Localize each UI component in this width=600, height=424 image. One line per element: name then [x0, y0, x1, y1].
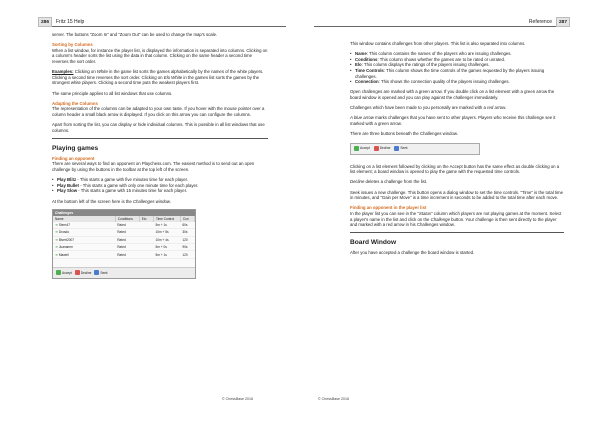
- left-page-content: [52, 32, 268, 283]
- list-item: • Name: This column contains the names of the players who are issuing challenges.: [350, 51, 512, 57]
- seek-button[interactable]: [394, 146, 407, 152]
- row-connection: 120: [180, 236, 194, 243]
- examples-elo-white: Elo White: [163, 74, 183, 80]
- row-elo: [139, 229, 153, 236]
- row-name: Stern47: [58, 223, 70, 227]
- blue-arrow-paragraph: [350, 115, 564, 126]
- accept-label: Accept: [360, 145, 370, 150]
- accept-icon: [354, 146, 359, 151]
- seek-button[interactable]: [94, 270, 107, 275]
- red-arrow-term: red arrow: [487, 105, 506, 111]
- column-item-label: Name: [355, 51, 367, 57]
- bottom-left-period: .: [170, 198, 172, 204]
- table-row[interactable]: [53, 229, 195, 236]
- table-row[interactable]: [53, 222, 195, 229]
- column-header-name[interactable]: Name: [53, 216, 115, 222]
- left-running-title: Fritz 15 Help: [52, 17, 286, 27]
- challenges-toolbar: [53, 267, 195, 278]
- challenges-window-screenshot: [52, 209, 196, 279]
- row-elo: [139, 222, 153, 229]
- green-arrow-icon: ➜: [55, 223, 58, 227]
- player-list-heading: Finding an opponent in the player list: [350, 205, 427, 211]
- row-time: 10m + 5s: [153, 229, 180, 236]
- player-list-paragraph: [350, 211, 564, 228]
- seek-label: Seek: [400, 145, 408, 150]
- decline-paragraph: [350, 179, 564, 185]
- red-arrow-paragraph: [350, 105, 564, 111]
- row-elo: [139, 236, 153, 243]
- sorting-heading: Sorting by Columns: [52, 42, 93, 48]
- list-item: • Play Slow - This starts a game with 15 minutes time for each player.: [52, 188, 188, 194]
- list-item: • Elo: This column displays the ratings of the players issuing challenges.: [350, 62, 490, 68]
- decline-label: Decline: [379, 145, 391, 150]
- accept-button[interactable]: [56, 270, 72, 275]
- row-name: Mawell: [58, 252, 69, 257]
- column-item-label: Conditions: [355, 56, 378, 62]
- red-arrow-period: .: [505, 105, 507, 111]
- list-item: • Conditions: This column shows whether the games are to be rated or unrated.: [350, 56, 506, 62]
- challenges-table: [53, 216, 195, 259]
- player-list-text-3: button. Your challenge is then sent directly to the player and marked with a red arrow in his Challenges window.: [350, 216, 557, 228]
- red-arrow-text: Challenges which have been made to you personally are marked with a: [350, 105, 488, 111]
- finding-opponent-text: There are several ways to find an opponent on Playchess.com. The easiest method is to send out an open challenge by using the buttons in the toolbar at the top left of the screen.: [52, 161, 255, 173]
- challenge-buttons-strip: [350, 143, 480, 155]
- intro-text: server. The buttons "Zoom In" and "Zoom Out" can be used to change the map's scale.: [52, 32, 218, 37]
- row-time: 5m + 1s: [153, 251, 180, 258]
- column-item-text: : This column shows the time controls of the games requested by the players issuing challenges.: [355, 67, 545, 79]
- green-arrow-icon: ➜: [55, 252, 58, 257]
- examples-part-1: Clicking on: [73, 69, 97, 75]
- finding-opponent-heading: Finding an opponent: [52, 155, 95, 161]
- bullet-text: - This starts a game with five minutes time for each player.: [76, 177, 189, 183]
- bottom-left-text: At the bottom left of the screen here is the: [52, 198, 133, 204]
- seek-text: Seek issues a new challenge. This button opens a dialog window to set the time controls. "Time" is the total time in minutes, and "Gain per Move" is a time increment in seconds to be added to the total time after each move.: [350, 189, 563, 201]
- seek-icon: [94, 270, 99, 275]
- right-page-header: [314, 17, 570, 27]
- list-item: • Play Bullet - This starts a game with only one minute time for each player.: [52, 182, 199, 188]
- row-conditions: Rated: [115, 251, 139, 258]
- list-item: • Connection: This shows the connection quality of the players issuing challenges.: [350, 79, 510, 85]
- table-empty-area: [53, 259, 195, 267]
- seek-icon: [394, 146, 399, 151]
- decline-text: deletes a challenge from the list.: [364, 179, 428, 185]
- seek-label: Seek: [100, 270, 108, 275]
- accept-text: Clicking on a list element followed by clicking on the Accept button has the same effect as double clicking on a list element; a board window is opened to play the game with the requested time controls.: [350, 163, 560, 175]
- section-divider: [52, 138, 268, 139]
- decline-button[interactable]: [374, 146, 391, 152]
- left-page-header: [38, 17, 286, 27]
- row-elo: [139, 251, 153, 258]
- column-header-elo[interactable]: Elo: [139, 216, 153, 222]
- challenge-term: Challenge: [430, 216, 450, 222]
- bullet-label: Play Blitz: [57, 177, 77, 183]
- row-connection: 90s: [180, 243, 194, 250]
- section-divider: [350, 232, 564, 233]
- right-page: [300, 0, 600, 424]
- green-arrow-icon: ➜: [55, 245, 58, 250]
- column-item-label: Elo: [355, 62, 362, 68]
- left-footer: © ChessBase 2016: [222, 397, 254, 401]
- left-page-number: 286: [38, 17, 52, 27]
- sorting-text: When a list window, for instance the player list, is displayed the information is separated into columns. Clicking on a column's header sorts the list using the data in that column. Clicking on the same header a second time reverses the sort order.: [52, 47, 268, 64]
- board-window-text: After you have accepted a challenge the board window is started.: [350, 250, 475, 256]
- table-row[interactable]: [53, 251, 195, 258]
- accept-label: Accept: [62, 270, 72, 275]
- blue-arrow-term: A blue arrow: [350, 115, 374, 121]
- row-time: 5m + 1s: [153, 222, 180, 229]
- examples-label: Examples:: [52, 69, 74, 75]
- right-page-content: [350, 41, 564, 261]
- row-time: 10m + 4s: [153, 236, 180, 243]
- column-item-text: : This column shows whether the games are to be rated or unrated.: [377, 56, 506, 62]
- right-intro-text: This window contains challenges from other players. This list is also separated into columns.: [350, 41, 526, 46]
- green-arrow-icon: ➜: [55, 230, 58, 235]
- player-list-text-1: In the player list you can see in the ": [350, 211, 419, 217]
- row-conditions: Rated: [115, 229, 139, 236]
- decline-icon: [374, 146, 379, 151]
- column-item-text: : This column displays the ratings of the players issuing challenges.: [361, 62, 490, 68]
- bullet-label: Play Bullet: [57, 182, 79, 188]
- accept-button[interactable]: [354, 146, 370, 152]
- right-page-number: 287: [556, 17, 570, 27]
- bullet-text: - This starts a game with only one minute time for each player.: [78, 182, 199, 188]
- challenges-window-term: Challenges window: [132, 198, 171, 204]
- row-connection: 30s: [180, 229, 194, 236]
- row-connection: 120: [180, 251, 194, 258]
- decline-label: Decline: [80, 270, 92, 275]
- examples-part-3: in the games list sorts the games by the strongest white players. Clicking a second time puts the weakest players first.: [52, 74, 260, 86]
- list-item: • Time Controls: This column shows the time controls of the games requested by the players issuing challenges.: [350, 67, 545, 79]
- board-window-heading: Board Window: [350, 239, 397, 247]
- apart-text: Apart from sorting the list, you can display or hide individual columns. This is possible in all list windows that use columns.: [52, 122, 265, 133]
- column-item-text: : This shows the connection quality of the players issuing challenges.: [378, 79, 510, 85]
- player-list-text-2: " column which players are not playing games at the moment. Select a player's name in the list and click on the: [350, 211, 562, 222]
- row-conditions: Rated: [115, 236, 139, 243]
- row-name: Juanamm: [58, 245, 73, 250]
- three-buttons-text: There are three buttons beneath the Challenges window.: [350, 131, 458, 137]
- decline-button[interactable]: [75, 270, 92, 275]
- adapting-text: The representation of the columns can be adapted to your own taste. If you hover with the mouse pointer over a column header a small black arrow is displayed. If you click on this arrow you can configure the columns.: [52, 106, 265, 117]
- columns-list: [350, 51, 564, 85]
- decline-term: Decline: [350, 179, 365, 185]
- right-running-title: Reference: [314, 17, 556, 27]
- row-name: Drosdo: [58, 230, 70, 235]
- status-term: Status: [418, 211, 432, 217]
- bullet-label: Play Slow: [57, 188, 78, 194]
- row-name: Bivert2007: [58, 237, 75, 242]
- list-item: • Play Blitz - This starts a game with five minutes time for each player.: [52, 177, 189, 183]
- row-connection: 60s: [180, 222, 194, 229]
- table-row[interactable]: [53, 243, 195, 250]
- same-principle-text: The same principle applies to all list windows that use columns.: [52, 90, 173, 96]
- green-arrow-text: Open challenges are marked with a green arrow. If you double click on a list element with a green arrow the board window is opened and you can play against the challenger immediately.: [350, 89, 555, 100]
- adapting-heading: Adapting the Columns: [52, 100, 98, 106]
- row-elo: [139, 243, 153, 250]
- column-header-time-control[interactable]: Time Control: [153, 216, 180, 222]
- table-row[interactable]: [53, 236, 195, 243]
- column-header-connection[interactable]: Con: [180, 216, 194, 222]
- column-header-conditions[interactable]: Conditions: [115, 216, 139, 222]
- right-footer: © ChessBase 2016: [318, 397, 350, 401]
- blue-arrow-text: marks challenges that you have sent to other players. Players who receive this challenge see it marked with a green arrow.: [350, 115, 556, 126]
- column-item-label: Connection: [355, 79, 379, 85]
- green-arrow-icon: ➜: [55, 237, 58, 242]
- column-item-text: : This column contains the names of the players who are issuing challenges.: [366, 51, 512, 57]
- examples-white: White: [96, 69, 108, 75]
- challenges-window-title: Challenges: [53, 210, 195, 216]
- examples-paragraph: [52, 69, 268, 86]
- bullet-text: - This starts a game with 15 minutes time for each player.: [77, 188, 188, 194]
- column-item-label: Time Controls: [355, 67, 384, 73]
- playing-games-heading: Playing games: [52, 144, 99, 152]
- row-conditions: Rated: [115, 243, 139, 250]
- play-buttons-list: [52, 177, 268, 194]
- decline-icon: [75, 270, 80, 275]
- row-time: 5m + 0s: [153, 243, 180, 250]
- examples-part-2: in the game list sorts the games alphabetically by the names of the white players. Clicking a second time reverses the sort order. Clicking on: [52, 69, 264, 80]
- bottom-left-paragraph: [52, 199, 268, 205]
- accept-icon: [56, 270, 61, 275]
- row-conditions: Rated: [115, 222, 139, 229]
